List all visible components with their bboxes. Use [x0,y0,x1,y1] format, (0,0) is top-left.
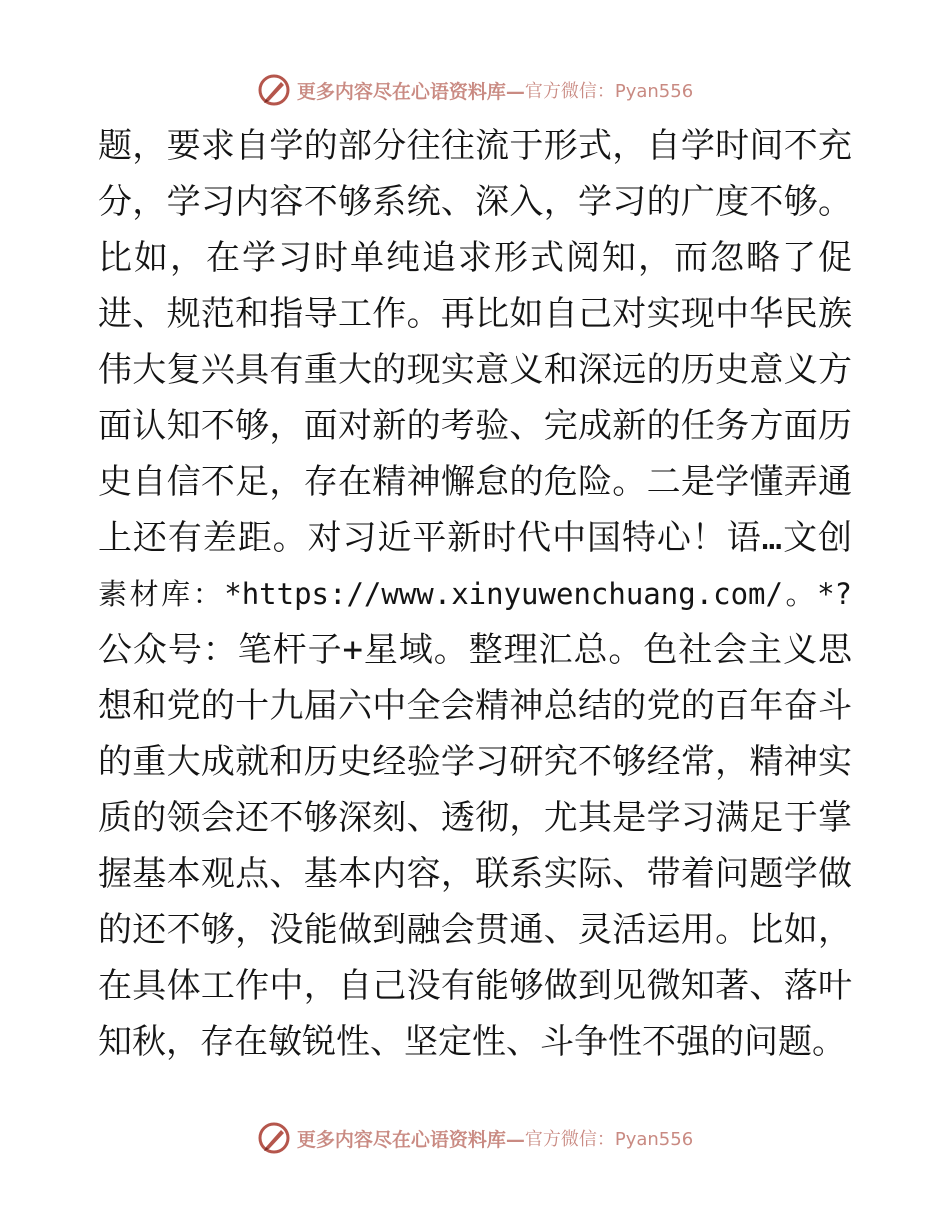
text-line: 比如，在学习时单纯追求形式阅知，而忽略了促 [98,238,852,278]
text-line: 题，要求自学的部分往往流于形式，自学时间不充 [98,126,852,166]
text-line: 进、规范和指导工作。再比如自己对实现中华民族 [98,294,852,334]
text-line: 伟大复兴具有重大的现实意义和深远的历史意义方 [98,350,852,390]
pen-circle-logo-icon [257,73,291,107]
banner-contact: 官方微信：Pyan556 [524,81,694,102]
pen-circle-logo-icon [257,1121,291,1155]
header-watermark-banner [0,68,950,112]
text-line: 握基本观点、基本内容，联系实际、带着问题学做 [98,854,852,894]
banner-contact: 官方微信：Pyan556 [524,1129,694,1150]
text-line: 想和党的十九届六中全会精神总结的党的百年奋斗 [98,686,852,726]
text-line: 上还有差距。对习近平新时代中国特心！语…文创 [98,518,852,558]
banner-label: 更多内容尽在心语资料库— [296,80,525,103]
text-line: 分，学习内容不够系统、深入，学习的广度不够。 [98,182,852,222]
text-line: 公众号：笔杆子+星域。整理汇总。色社会主义思 [98,630,852,670]
document-body [98,118,852,1070]
footer-watermark-banner [0,1116,950,1160]
text-line: 的还不够，没能做到融会贯通、灵活运用。比如， [98,910,852,950]
text-line: 知秋，存在敏锐性、坚定性、斗争性不强的问题。 [98,1022,846,1062]
text-line: 素材库：*https://www.xinyuwenchuang.com/。*? [98,577,852,611]
banner-label: 更多内容尽在心语资料库— [296,1128,525,1151]
text-line: 面认知不够，面对新的考验、完成新的任务方面历 [98,406,852,446]
text-line: 在具体工作中，自己没有能够做到见微知著、落叶 [98,966,852,1006]
text-line: 史自信不足，存在精神懈怠的危险。二是学懂弄通 [98,462,852,502]
text-line: 质的领会还不够深刻、透彻，尤其是学习满足于掌 [98,798,852,838]
text-line: 的重大成就和历史经验学习研究不够经常，精神实 [98,742,852,782]
